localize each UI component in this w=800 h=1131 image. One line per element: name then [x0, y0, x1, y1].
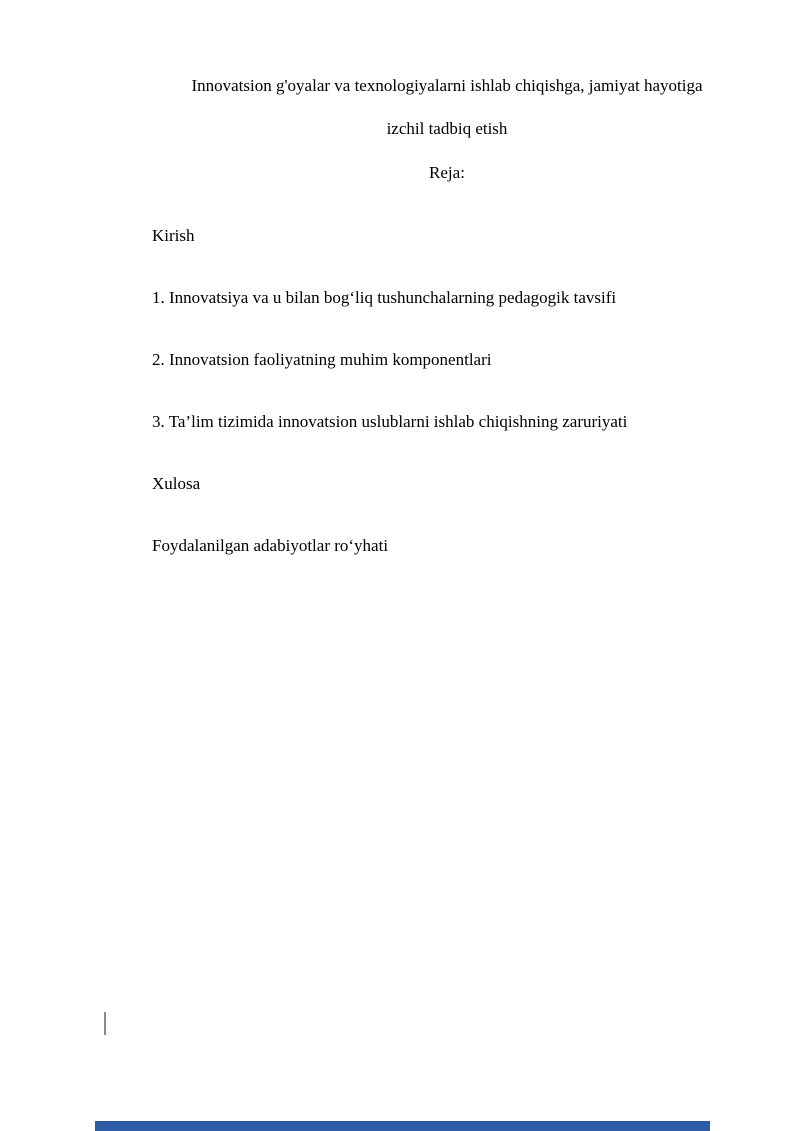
- plan-item-adabiyotlar: Foydalanilgan adabiyotlar ro‘yhati: [152, 536, 389, 555]
- text-cursor: [104, 1012, 106, 1035]
- plan-item-xulosa: Xulosa: [152, 474, 201, 493]
- bottom-blue-bar: [95, 1121, 710, 1131]
- document-title-line-1: Innovatsion g'oyalar va texnologiyalarni ishlab chiqishga, jamiyat hayotiga: [191, 76, 703, 95]
- document-title-line-2: izchil tadbiq etish: [386, 119, 508, 138]
- plan-item-1: 1. Innovatsiya va u bilan bog‘liq tushunchalarning pedagogik tavsifi: [152, 288, 617, 307]
- plan-item-kirish: Kirish: [152, 226, 195, 245]
- plan-heading: Reja:: [429, 163, 465, 182]
- document-content: [0, 0, 800, 556]
- plan-item-3: 3. Ta’lim tizimida innovatsion uslublarni ishlab chiqishning zaruriyati: [152, 412, 628, 431]
- plan-item-2: 2. Innovatsion faoliyatning muhim komponentlari: [152, 350, 492, 369]
